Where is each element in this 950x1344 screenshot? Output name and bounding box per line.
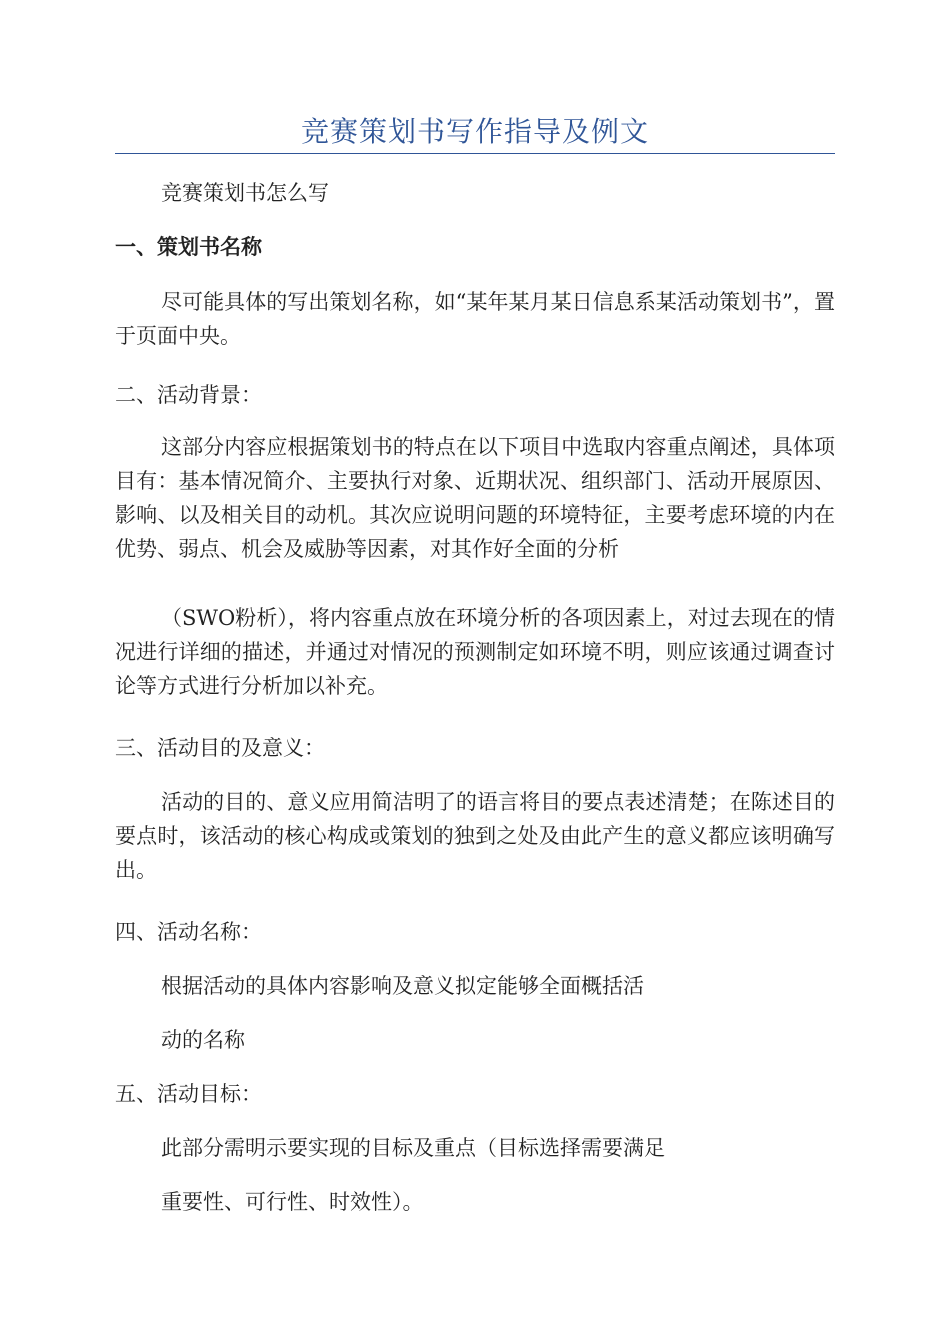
- section-4-line-2: 动的名称: [161, 1028, 245, 1052]
- document-title: 竞赛策划书写作指导及例文: [300, 115, 649, 148]
- section-3-paragraph-1: 活动的目的、意义应用简洁明了的语言将目的要点表述清楚；在陈述目的要点时，该活动的核心构成或策划的独到之处及由此产生的意义都应该明确写出。: [115, 790, 835, 882]
- section-2-paragraph-2: （SWO粉析），将内容重点放在环境分析的各项因素上，对过去现在的情况进行详细的描述，并通过对情况的预测制定如环境不明，则应该通过调查讨论等方式进行分析加以补充。: [115, 606, 835, 698]
- intro-line: 竞赛策划书怎么写: [161, 181, 329, 205]
- section-5-line-2: 重要性、可行性、时效性）。: [161, 1190, 424, 1214]
- section-heading-5: 五、活动目标：: [115, 1082, 262, 1106]
- section-2-paragraph-1: 这部分内容应根据策划书的特点在以下项目中选取内容重点阐述，具体项目有：基本情况简介、主要执行对象、近期状况、组织部门、活动开展原因、影响、以及相关目的动机。其次应说明问题的环境特征，主要考虑环境的内在优势、弱点、机会及威胁等因素，对其作好全面的分析: [115, 435, 835, 561]
- section-heading-3: 三、活动目的及意义：: [115, 736, 325, 760]
- section-1-paragraph-1: 尽可能具体的写出策划名称，如“某年某月某日信息系某活动策划书”，置于页面中央。: [115, 290, 835, 348]
- section-heading-1: 一、策划书名称: [115, 234, 262, 259]
- section-4-line-1: 根据活动的具体内容影响及意义拟定能够全面概括活: [161, 974, 644, 998]
- section-heading-4: 四、活动名称：: [115, 920, 262, 944]
- title-underline: [115, 153, 835, 154]
- section-5-line-1: 此部分需明示要实现的目标及重点（目标选择需要满足: [161, 1136, 665, 1160]
- section-heading-2: 二、活动背景：: [115, 383, 262, 407]
